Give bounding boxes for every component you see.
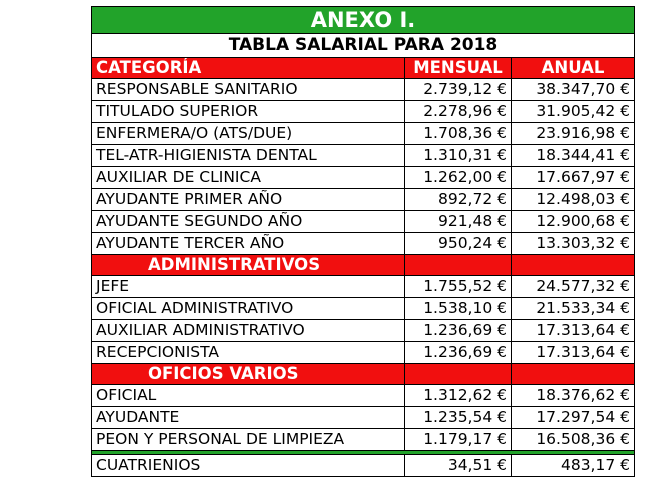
annual-salary: 38.347,70 € (512, 79, 635, 101)
section-filler-cell (405, 364, 512, 385)
category-name: TEL-ATR-HIGIENISTA DENTAL (92, 145, 405, 167)
category-name: TITULADO SUPERIOR (92, 101, 405, 123)
subtitle-row (92, 34, 635, 58)
category-name: PEON Y PERSONAL DE LIMPIEZA (92, 429, 405, 451)
annual-salary: 17.313,64 € (512, 342, 635, 364)
section-oficios-varios-row (92, 364, 635, 385)
table-row (92, 276, 635, 298)
monthly-salary: 1.708,36 € (405, 123, 512, 145)
monthly-salary: 1.312,62 € (405, 385, 512, 407)
monthly-salary: 1.538,10 € (405, 298, 512, 320)
annual-salary: 17.667,97 € (512, 167, 635, 189)
monthly-salary: 950,24 € (405, 233, 512, 255)
monthly-salary: 1.310,31 € (405, 145, 512, 167)
table-row (92, 101, 635, 123)
monthly-salary: 892,72 € (405, 189, 512, 211)
annual-salary: 23.916,98 € (512, 123, 635, 145)
column-header-row (92, 58, 635, 79)
annual-salary: 483,17 € (512, 455, 635, 477)
category-name: AYUDANTE TERCER AÑO (92, 233, 405, 255)
category-name: AUXILIAR DE CLINICA (92, 167, 405, 189)
header-category: CATEGORÍA (92, 58, 405, 79)
table-row (92, 167, 635, 189)
category-name: OFICIAL ADMINISTRATIVO (92, 298, 405, 320)
monthly-salary: 1.236,69 € (405, 342, 512, 364)
section-filler-cell (512, 364, 635, 385)
table-row (92, 342, 635, 364)
annual-salary: 24.577,32 € (512, 276, 635, 298)
annual-salary: 17.313,64 € (512, 320, 635, 342)
table-subtitle: TABLA SALARIAL PARA 2018 (92, 34, 635, 58)
section-filler-cell (405, 255, 512, 276)
title-row (92, 7, 635, 34)
header-annual: ANUAL (512, 58, 635, 79)
table-row (92, 233, 635, 255)
category-name: OFICIAL (92, 385, 405, 407)
annual-salary: 12.498,03 € (512, 189, 635, 211)
table-row (92, 79, 635, 101)
category-name: JEFE (92, 276, 405, 298)
monthly-salary: 1.235,54 € (405, 407, 512, 429)
category-name: CUATRIENIOS (92, 455, 405, 477)
monthly-salary: 1.236,69 € (405, 320, 512, 342)
monthly-salary: 1.262,00 € (405, 167, 512, 189)
table-row (92, 123, 635, 145)
monthly-salary: 2.278,96 € (405, 101, 512, 123)
section-filler-cell (512, 255, 635, 276)
annual-salary: 17.297,54 € (512, 407, 635, 429)
category-name: AYUDANTE (92, 407, 405, 429)
monthly-salary: 2.739,12 € (405, 79, 512, 101)
annual-salary: 16.508,36 € (512, 429, 635, 451)
annual-salary: 13.303,32 € (512, 233, 635, 255)
section-administrativos-row (92, 255, 635, 276)
category-name: RESPONSABLE SANITARIO (92, 79, 405, 101)
category-name: RECEPCIONISTA (92, 342, 405, 364)
cuatrienios-row (92, 455, 635, 477)
monthly-salary: 34,51 € (405, 455, 512, 477)
table-row (92, 298, 635, 320)
section-administrativos-title: ADMINISTRATIVOS (92, 255, 405, 276)
annual-salary: 31.905,42 € (512, 101, 635, 123)
table-row (92, 429, 635, 451)
category-name: AYUDANTE SEGUNDO AÑO (92, 211, 405, 233)
annual-salary: 21.533,34 € (512, 298, 635, 320)
table-row (92, 320, 635, 342)
salary-table-container (91, 6, 634, 477)
category-name: ENFERMERA/O (ATS/DUE) (92, 123, 405, 145)
monthly-salary: 921,48 € (405, 211, 512, 233)
section-oficios-varios-title: OFICIOS VARIOS (92, 364, 405, 385)
table-row (92, 211, 635, 233)
monthly-salary: 1.755,52 € (405, 276, 512, 298)
table-row (92, 189, 635, 211)
annual-salary: 12.900,68 € (512, 211, 635, 233)
annual-salary: 18.376,62 € (512, 385, 635, 407)
category-name: AYUDANTE PRIMER AÑO (92, 189, 405, 211)
annual-salary: 18.344,41 € (512, 145, 635, 167)
document-title: ANEXO I. (92, 7, 635, 34)
salary-table (91, 6, 635, 477)
monthly-salary: 1.179,17 € (405, 429, 512, 451)
table-row (92, 145, 635, 167)
table-row (92, 385, 635, 407)
header-monthly: MENSUAL (405, 58, 512, 79)
table-row (92, 407, 635, 429)
category-name: AUXILIAR ADMINISTRATIVO (92, 320, 405, 342)
